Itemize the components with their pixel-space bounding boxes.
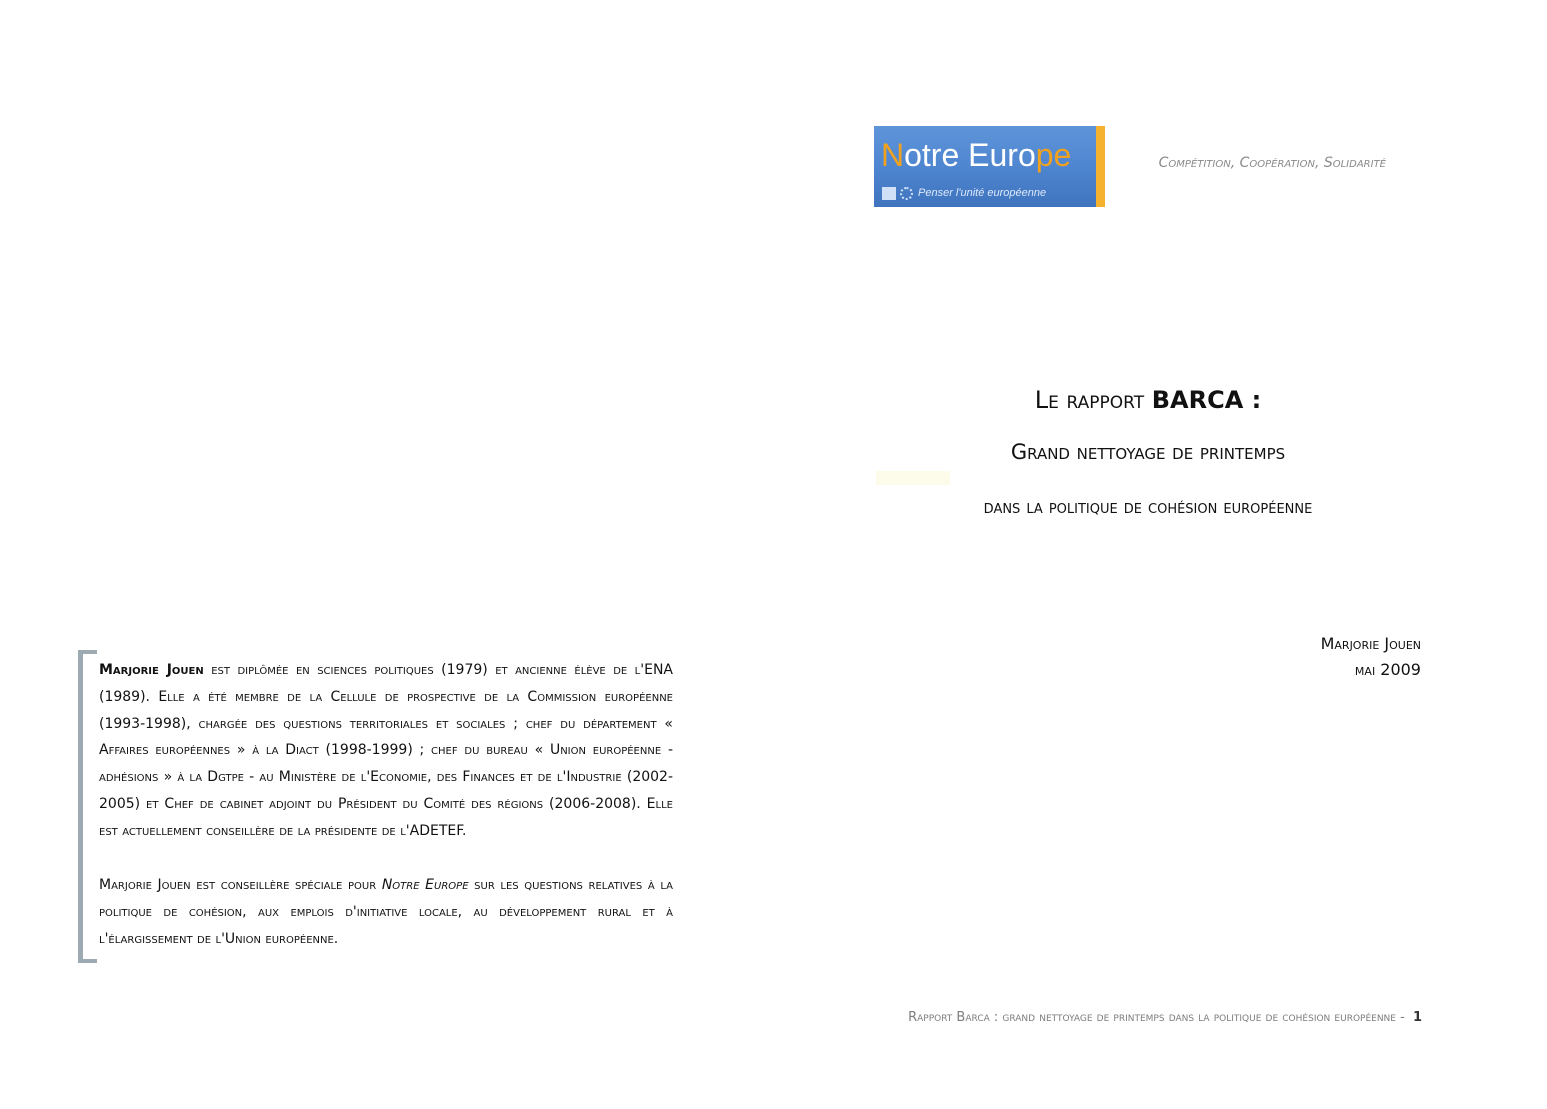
logo-tagline: Penser l'unité européenne — [882, 185, 1046, 201]
logo-wordmark: Notre Europe — [881, 137, 1072, 173]
publication-date: mai 2009 — [1354, 660, 1421, 679]
bio-paragraph-1: Marjorie Jouen est diplômée en sciences politiques (1979) et ancienne élève de l'ENA (1989). Elle a été membre de la Cellule de prospective de la Commission européenne (1993-1998), chargée des questions territoriales et sociales ; chef du département « Affaires européennes » à la Diact (1998-1999) ; chef du bureau « Union européenne - adhésions » à la Dgtpe - au Ministère de l'Economie, des Finances et de l'Industrie (2002-2005) et Chef de cabinet adjoint du Président du Comité des régions (2006-2008). Elle est actuellement conseillère de la présidente de l'ADETEF. — [99, 662, 674, 839]
header-tagline: Compétition, Coopération, Solidarité — [1158, 155, 1386, 171]
book-icon — [882, 187, 896, 200]
title-line-3: dans la politique de cohésion européenne — [983, 496, 1313, 518]
scan-highlight — [876, 471, 950, 485]
author-name: Marjorie Jouen — [1320, 634, 1421, 653]
title-line-1: Le rapport BARCA : — [1034, 386, 1262, 414]
bio-paragraph-2: Marjorie Jouen est conseillère spéciale pour Notre Europe sur les questions relatives à la politique de cohésion, aux emplois d'initiative locale, au développement rural et à l'élargissement de l'Union européenne. — [99, 877, 673, 947]
eu-stars-icon — [900, 187, 913, 200]
page-number: 1 — [1412, 1010, 1422, 1025]
bio-bracket — [78, 650, 97, 963]
page-footer: Rapport Barca : grand nettoyage de printemps dans la politique de cohésion européenne - 1 — [908, 1010, 1422, 1025]
title-line-2: Grand nettoyage de printemps — [1010, 440, 1286, 464]
notre-europe-logo — [874, 126, 1105, 207]
